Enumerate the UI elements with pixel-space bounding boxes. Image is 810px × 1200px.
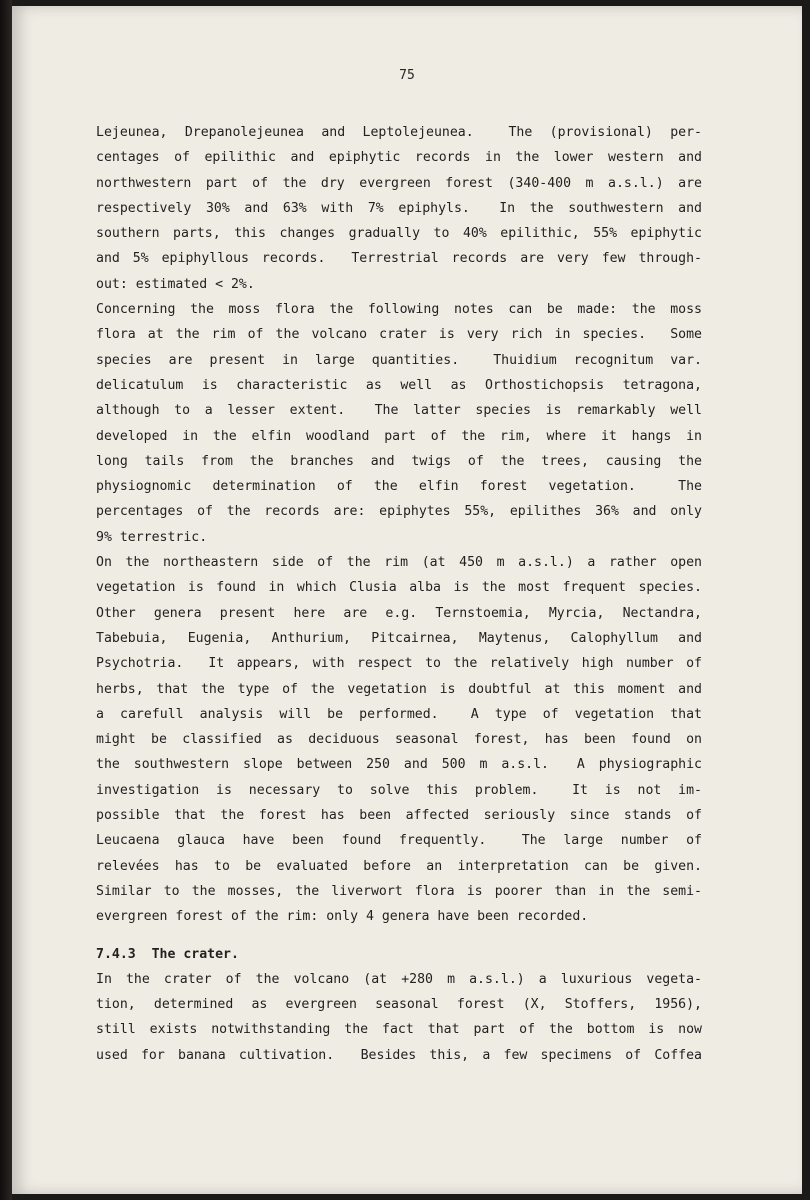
text-line: investigation is necessary to solve this problem. It is not im- <box>96 782 702 798</box>
text-line: out: estimated < 2%. <box>96 276 255 292</box>
text-line: respectively 30% and 63% with 7% epiphyls. In the southwestern and <box>96 200 702 216</box>
text-line: southern parts, this changes gradually to 40% epilithic, 55% epiphytic <box>96 226 702 242</box>
text-line: might be classified as deciduous seasonal forest, has been found on <box>96 732 702 748</box>
text-line: 9% terrestric. <box>96 529 208 545</box>
text-line: Leucaena glauca have been found frequently. The large number of <box>96 833 702 849</box>
text-line: relevées has to be evaluated before an interpretation can be given. <box>96 858 702 874</box>
text-line: physiognomic determination of the elfin forest vegetation. The <box>96 479 702 495</box>
text-line: centages of epilithic and epiphytic records in the lower western and <box>96 150 702 166</box>
section-the-crater <box>96 942 702 1068</box>
book-binding-edge <box>0 0 12 1200</box>
page-number: 75 <box>399 68 415 83</box>
document-page <box>12 6 802 1194</box>
body-text <box>96 120 702 1068</box>
text-line: still exists notwithstanding the fact that part of the bottom is now <box>96 1022 702 1038</box>
text-line: delicatulum is characteristic as well as Orthostichopsis tetragona, <box>96 377 702 393</box>
text-line: and 5% epiphyllous records. Terrestrial records are very few through- <box>96 251 702 267</box>
text-line: a carefull analysis will be performed. A type of vegetation that <box>96 706 702 722</box>
text-line: evergreen forest of the rim: only 4 genera have been recorded. <box>96 909 589 925</box>
text-line: vegetation is found in which Clusia alba is the most frequent species. <box>96 580 702 596</box>
text-line: herbs, that the type of the vegetation is doubtful at this moment and <box>96 681 702 697</box>
text-line: tion, determined as evergreen seasonal forest (X, Stoffers, 1956), <box>96 997 702 1013</box>
text-line: used for banana cultivation. Besides this, a few specimens of Coffea <box>96 1047 702 1063</box>
text-line: Other genera present here are e.g. Ternstoemia, Myrcia, Nectandra, <box>96 605 702 621</box>
section-heading: 7.4.3 The crater. <box>96 946 239 962</box>
text-line: Concerning the moss flora the following notes can be made: the moss <box>96 302 702 318</box>
text-line: Psychotria. It appears, with respect to the relatively high number of <box>96 656 702 672</box>
text-line: Tabebuia, Eugenia, Anthurium, Pitcairnea, Maytenus, Calophyllum and <box>96 630 702 646</box>
text-line: possible that the forest has been affected seriously since stands of <box>96 808 702 824</box>
text-line: although to a lesser extent. The latter species is remarkably well <box>96 403 702 419</box>
text-line: Lejeunea, Drepanolejeunea and Leptolejeunea. The (provisional) per- <box>96 125 702 140</box>
paragraph-northeastern-rim <box>96 550 702 929</box>
text-line: In the crater of the volcano (at +280 m a.s.l.) a luxurious vegeta- <box>96 971 702 987</box>
text-line: Similar to the mosses, the liverwort flora is poorer than in the semi- <box>96 883 702 899</box>
section-spacer <box>96 930 702 942</box>
text-line: percentages of the records are: epiphytes 55%, epilithes 36% and only <box>96 504 702 520</box>
text-line: long tails from the branches and twigs of the trees, causing the <box>96 453 702 469</box>
text-line: northwestern part of the dry evergreen forest (340-400 m a.s.l.) are <box>96 175 702 191</box>
text-line: species are present in large quantities. Thuidium recognitum var. <box>96 352 702 368</box>
text-line: On the northeastern side of the rim (at 450 m a.s.l.) a rather open <box>96 555 702 571</box>
text-line: developed in the elfin woodland part of the rim, where it hangs in <box>96 428 702 444</box>
text-line: the southwestern slope between 250 and 500 m a.s.l. A physiographic <box>96 757 702 773</box>
paragraph-liverwort-percentages <box>96 120 702 297</box>
text-line: flora at the rim of the volcano crater is very rich in species. Some <box>96 327 702 343</box>
paragraph-moss-flora <box>96 297 702 550</box>
